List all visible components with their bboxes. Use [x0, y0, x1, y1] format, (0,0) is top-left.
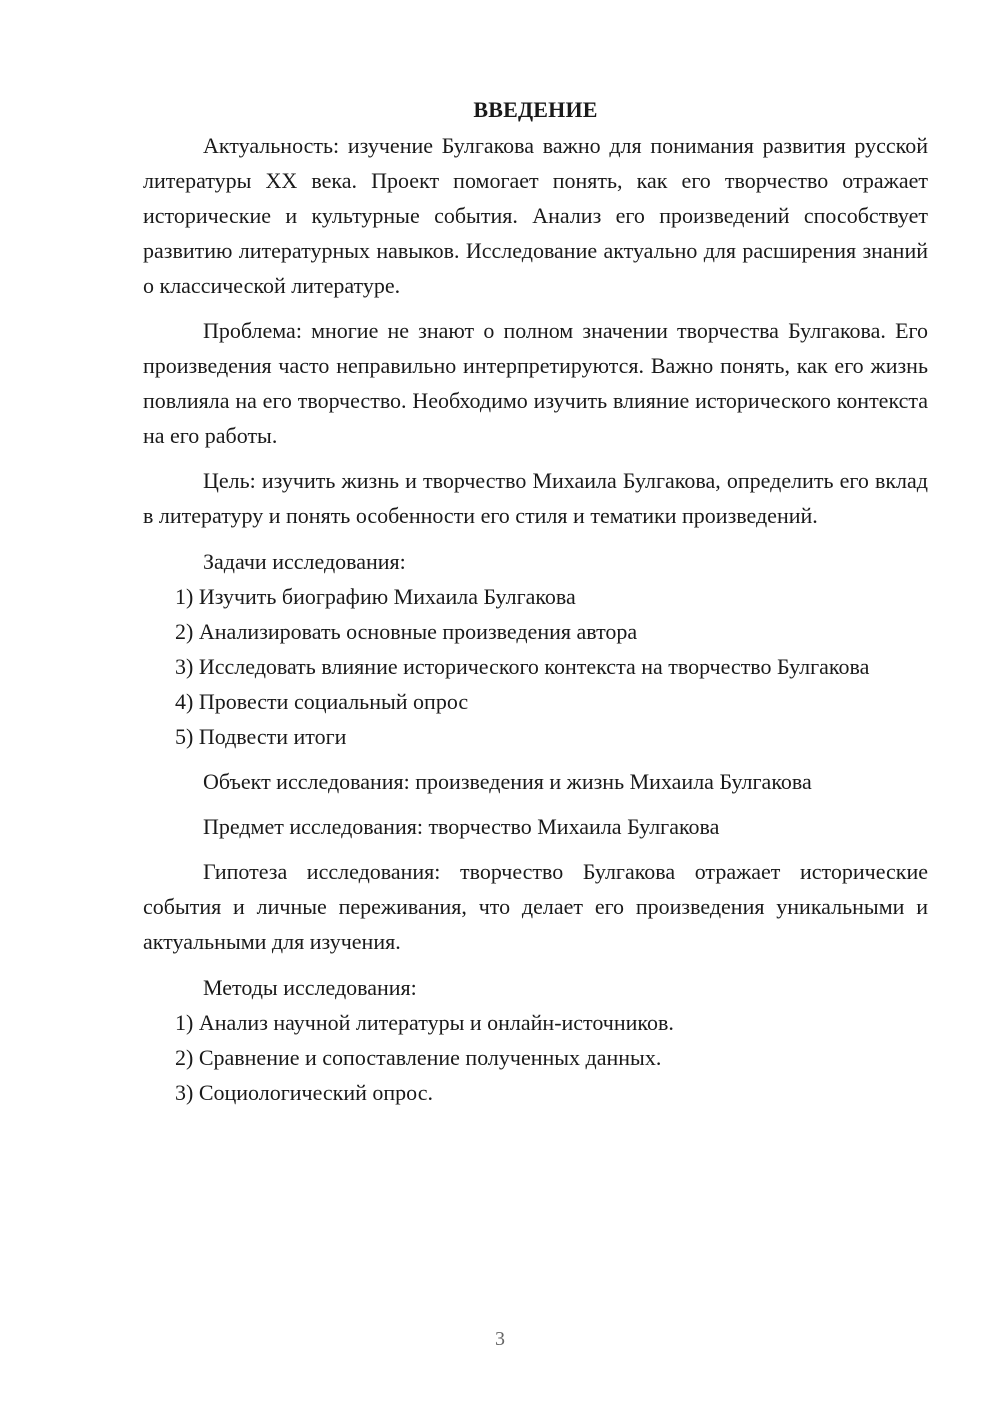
task-item-2: 2) Анализировать основные произведения автора	[175, 619, 638, 644]
object-paragraph: Объект исследования: произведения и жизнь Михаила Булгакова	[203, 769, 812, 794]
methods-heading: Методы исследования:	[203, 975, 417, 1000]
method-item-2: 2) Сравнение и сопоставление полученных данных.	[175, 1045, 662, 1070]
goal-paragraph: Цель: изучить жизнь и творчество Михаила Булгакова, определить его вклад в литературу и понять особенности его стиля и тематики произведений.	[143, 468, 928, 528]
tasks-heading: Задачи исследования:	[203, 549, 406, 574]
document-page	[143, 92, 928, 1110]
section-title: ВВЕДЕНИЕ	[473, 97, 598, 122]
task-item-1: 1) Изучить биографию Михаила Булгакова	[175, 584, 576, 609]
task-item-3: 3) Исследовать влияние исторического контекста на творчество Булгакова	[175, 654, 870, 679]
page-number: 3	[495, 1328, 505, 1350]
task-item-5: 5) Подвести итоги	[175, 724, 347, 749]
hypothesis-paragraph: Гипотеза исследования: творчество Булгакова отражает исторические события и личные переживания, что делает его произведения уникальными и актуальными для изучения.	[143, 859, 928, 954]
subject-paragraph: Предмет исследования: творчество Михаила Булгакова	[203, 814, 720, 839]
task-item-4: 4) Провести социальный опрос	[175, 689, 469, 714]
method-item-1: 1) Анализ научной литературы и онлайн-источников.	[175, 1010, 674, 1035]
method-item-3: 3) Социологический опрос.	[175, 1080, 433, 1105]
problem-paragraph: Проблема: многие не знают о полном значении творчества Булгакова. Его произведения часто неправильно интерпретируются. Важно понять, как его жизнь повлияла на его творчество. Необходимо изучить влияние исторического контекста на его работы.	[143, 318, 928, 448]
relevance-paragraph: Актуальность: изучение Булгакова важно для понимания развития русской литературы XX века. Проект помогает понять, как его творчество отражает исторические и культурные события. Анализ его произведений способствует развитию литературных навыков. Исследование актуально для расширения знаний о классической литературе.	[143, 133, 928, 298]
